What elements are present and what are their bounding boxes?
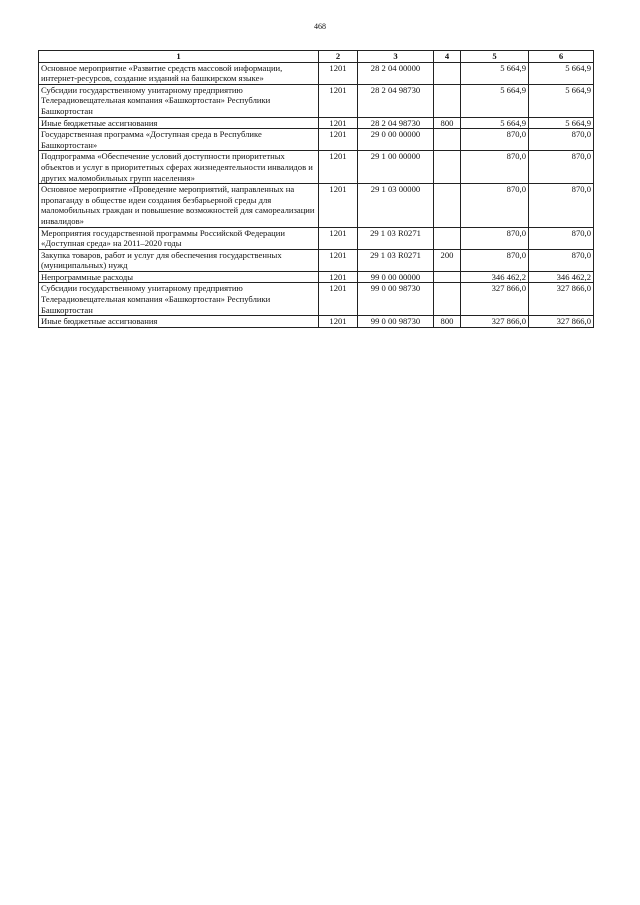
- row-expense-type: 800: [434, 117, 461, 129]
- row-expense-type: [434, 184, 461, 227]
- row-description: Подпрограмма «Обеспечение условий доступности приоритетных объектов и услуг в приоритетных сферах жизнедеятельности инвалидов и других маломобильных групп населения»: [39, 151, 319, 184]
- row-amount-col5: 5 664,9: [461, 62, 529, 84]
- header-col-5: 5: [461, 51, 529, 63]
- row-target-code: 29 0 00 00000: [358, 129, 434, 151]
- table-row: [39, 62, 594, 84]
- row-description: Основное мероприятие «Проведение мероприятий, направленных на пропаганду в обществе идеи создания безбарьерной среды для маломобильных граждан и повышение возможностей для самореализации инвалидов»: [39, 184, 319, 227]
- row-amount-col6: 327 866,0: [529, 316, 594, 328]
- row-amount-col6: 870,0: [529, 151, 594, 184]
- row-amount-col5: 327 866,0: [461, 316, 529, 328]
- table-row: [39, 151, 594, 184]
- row-amount-col5: 870,0: [461, 151, 529, 184]
- row-section-code: 1201: [319, 84, 358, 117]
- row-expense-type: [434, 129, 461, 151]
- page-number: 468: [314, 22, 326, 31]
- row-section-code: 1201: [319, 249, 358, 271]
- row-expense-type: 800: [434, 316, 461, 328]
- row-target-code: 28 2 04 98730: [358, 117, 434, 129]
- table-row: [39, 84, 594, 117]
- row-expense-type: [434, 271, 461, 283]
- row-amount-col6: 870,0: [529, 249, 594, 271]
- row-expense-type: [434, 84, 461, 117]
- table-row: [39, 249, 594, 271]
- row-amount-col5: 870,0: [461, 249, 529, 271]
- row-amount-col6: 5 664,9: [529, 117, 594, 129]
- row-target-code: 29 1 03 00000: [358, 184, 434, 227]
- row-target-code: 28 2 04 98730: [358, 84, 434, 117]
- table-row: [39, 283, 594, 316]
- row-amount-col5: 5 664,9: [461, 117, 529, 129]
- row-target-code: 29 1 00 00000: [358, 151, 434, 184]
- table-row: [39, 184, 594, 227]
- row-amount-col5: 870,0: [461, 184, 529, 227]
- row-description: Непрограммные расходы: [39, 271, 319, 283]
- table-row: [39, 117, 594, 129]
- row-expense-type: [434, 151, 461, 184]
- budget-table: [38, 50, 594, 328]
- header-col-6: 6: [529, 51, 594, 63]
- row-description: Иные бюджетные ассигнования: [39, 316, 319, 328]
- row-section-code: 1201: [319, 184, 358, 227]
- row-description: Государственная программа «Доступная среда в Республике Башкортостан»: [39, 129, 319, 151]
- row-amount-col5: 870,0: [461, 227, 529, 249]
- row-amount-col5: 346 462,2: [461, 271, 529, 283]
- header-col-3: 3: [358, 51, 434, 63]
- row-section-code: 1201: [319, 283, 358, 316]
- row-section-code: 1201: [319, 117, 358, 129]
- row-amount-col6: 5 664,9: [529, 84, 594, 117]
- row-description: Субсидии государственному унитарному предприятию Телерадиовещательная компания «Башкортостан» Республики Башкортостан: [39, 84, 319, 117]
- row-description: Субсидии государственному унитарному предприятию Телерадиовещательная компания «Башкортостан» Республики Башкортостан: [39, 283, 319, 316]
- row-amount-col6: 327 866,0: [529, 283, 594, 316]
- row-amount-col5: 870,0: [461, 129, 529, 151]
- row-description: Мероприятия государственной программы Российской Федерации «Доступная среда» на 2011–2020 годы: [39, 227, 319, 249]
- table-header-row: [39, 51, 594, 63]
- row-target-code: 99 0 00 98730: [358, 283, 434, 316]
- row-amount-col6: 870,0: [529, 129, 594, 151]
- row-amount-col6: 5 664,9: [529, 62, 594, 84]
- table-row: [39, 271, 594, 283]
- row-expense-type: [434, 283, 461, 316]
- row-description: Иные бюджетные ассигнования: [39, 117, 319, 129]
- row-target-code: 99 0 00 00000: [358, 271, 434, 283]
- row-target-code: 29 1 03 R0271: [358, 249, 434, 271]
- row-amount-col6: 346 462,2: [529, 271, 594, 283]
- row-target-code: 99 0 00 98730: [358, 316, 434, 328]
- table-row: [39, 227, 594, 249]
- header-col-1: 1: [39, 51, 319, 63]
- row-expense-type: [434, 62, 461, 84]
- row-expense-type: [434, 227, 461, 249]
- row-description: Закупка товаров, работ и услуг для обеспечения государственных (муниципальных) нужд: [39, 249, 319, 271]
- row-section-code: 1201: [319, 151, 358, 184]
- row-description: Основное мероприятие «Развитие средств массовой информации, интернет-ресурсов, создание изданий на башкирском языке»: [39, 62, 319, 84]
- table-row: [39, 129, 594, 151]
- row-amount-col5: 327 866,0: [461, 283, 529, 316]
- row-target-code: 29 1 03 R0271: [358, 227, 434, 249]
- row-target-code: 28 2 04 00000: [358, 62, 434, 84]
- table-row: [39, 316, 594, 328]
- header-col-4: 4: [434, 51, 461, 63]
- row-amount-col5: 5 664,9: [461, 84, 529, 117]
- header-col-2: 2: [319, 51, 358, 63]
- row-amount-col6: 870,0: [529, 184, 594, 227]
- row-section-code: 1201: [319, 316, 358, 328]
- row-section-code: 1201: [319, 227, 358, 249]
- row-section-code: 1201: [319, 129, 358, 151]
- row-expense-type: 200: [434, 249, 461, 271]
- row-amount-col6: 870,0: [529, 227, 594, 249]
- row-section-code: 1201: [319, 62, 358, 84]
- row-section-code: 1201: [319, 271, 358, 283]
